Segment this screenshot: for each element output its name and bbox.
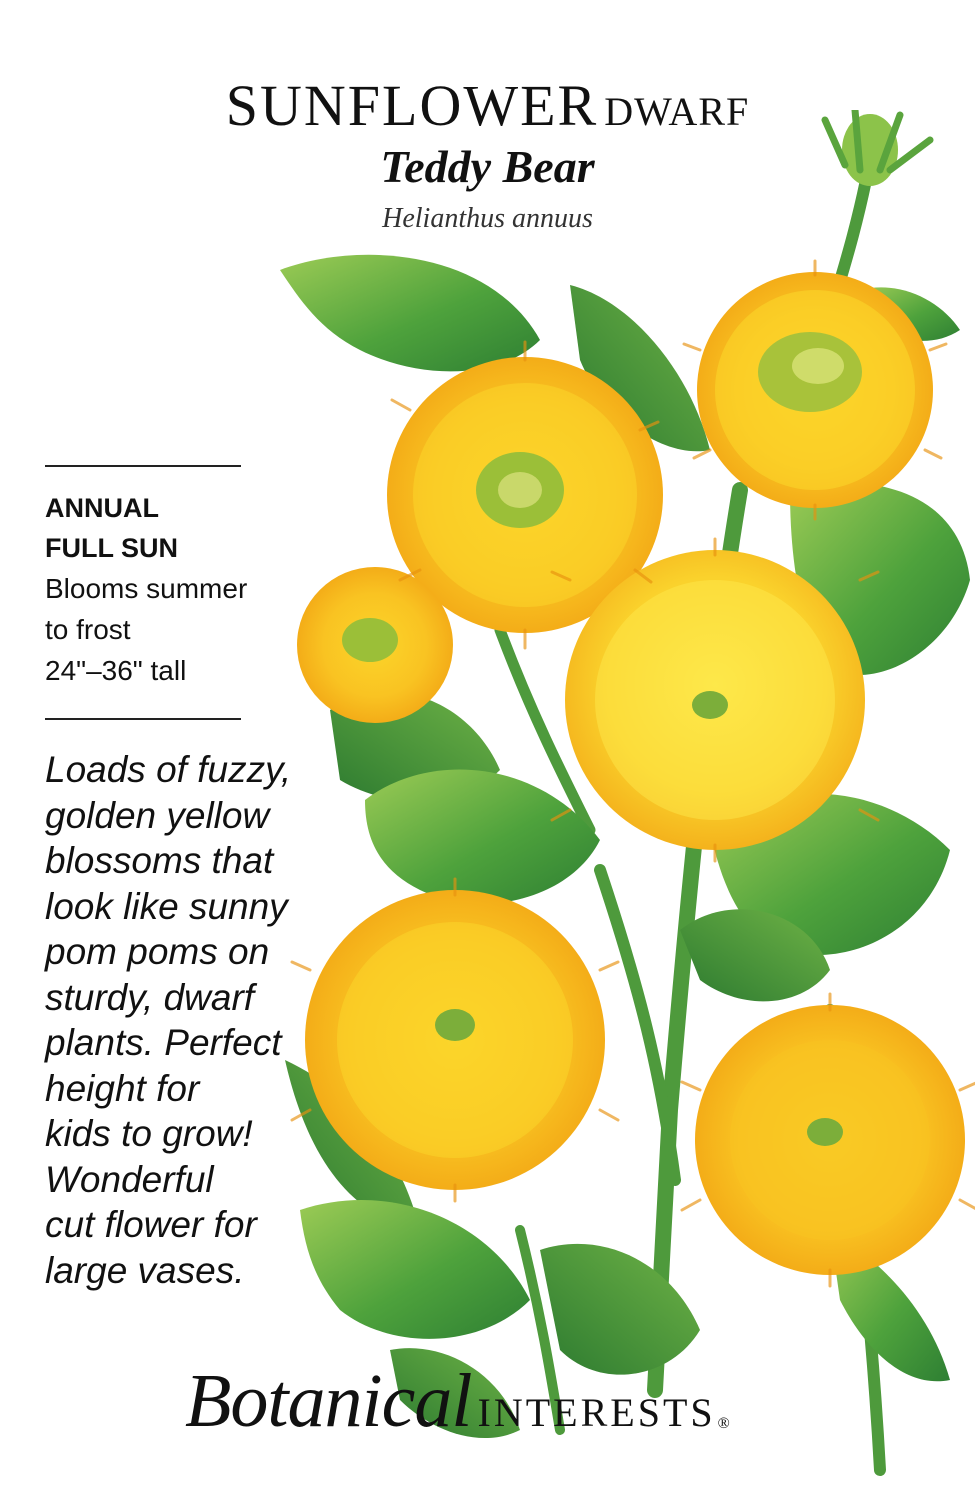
bloom-line-1: Blooms summer: [45, 573, 248, 604]
leaf: [280, 255, 540, 372]
plant-type: DWARF: [604, 89, 750, 134]
divider-top: [45, 465, 241, 467]
description-line: sturdy, dwarf: [45, 976, 255, 1018]
brand-script: Botanical: [185, 1359, 472, 1443]
description-line: golden yellow: [45, 794, 270, 836]
description-line: cut flower for: [45, 1204, 257, 1245]
divider-bottom: [45, 718, 241, 720]
bloom-left-small: [297, 567, 453, 723]
flower-bud: [825, 110, 930, 186]
bloom-center-large: [565, 550, 865, 850]
latin-name: Helianthus annuus: [382, 203, 593, 234]
lifecycle-label: ANNUAL: [45, 493, 159, 523]
sun-label: FULL SUN: [45, 533, 178, 563]
description-line: large vases.: [45, 1249, 245, 1291]
description-line: Wonderful: [45, 1158, 214, 1200]
plant-name: SUNFLOWER: [225, 73, 599, 138]
bloom-lower-right: [695, 1005, 965, 1275]
leaf: [300, 1200, 530, 1339]
growing-facts: [45, 488, 290, 691]
registered-mark: ®: [717, 1415, 730, 1432]
description-line: look like sunny: [45, 885, 288, 927]
variety-name: Teddy Bear: [380, 141, 595, 192]
description-line: pom poms on: [45, 931, 270, 972]
description-line: plants. Perfect: [45, 1022, 282, 1063]
description-line: height for: [45, 1067, 200, 1109]
sunflower-illustration: [270, 110, 975, 1500]
brand-logo: [185, 1358, 730, 1445]
description-line: Loads of fuzzy,: [45, 749, 292, 790]
description-line: kids to grow!: [45, 1113, 253, 1154]
bloom-top-right: [697, 272, 933, 508]
brand-caps: INTERESTS: [477, 1390, 716, 1435]
leaf: [540, 1244, 700, 1375]
bloom-line-2: to frost: [45, 614, 131, 645]
height-label: 24"–36" tall: [45, 655, 187, 686]
description-line: blossoms that: [45, 840, 274, 881]
bloom-lower-left: [305, 890, 605, 1190]
